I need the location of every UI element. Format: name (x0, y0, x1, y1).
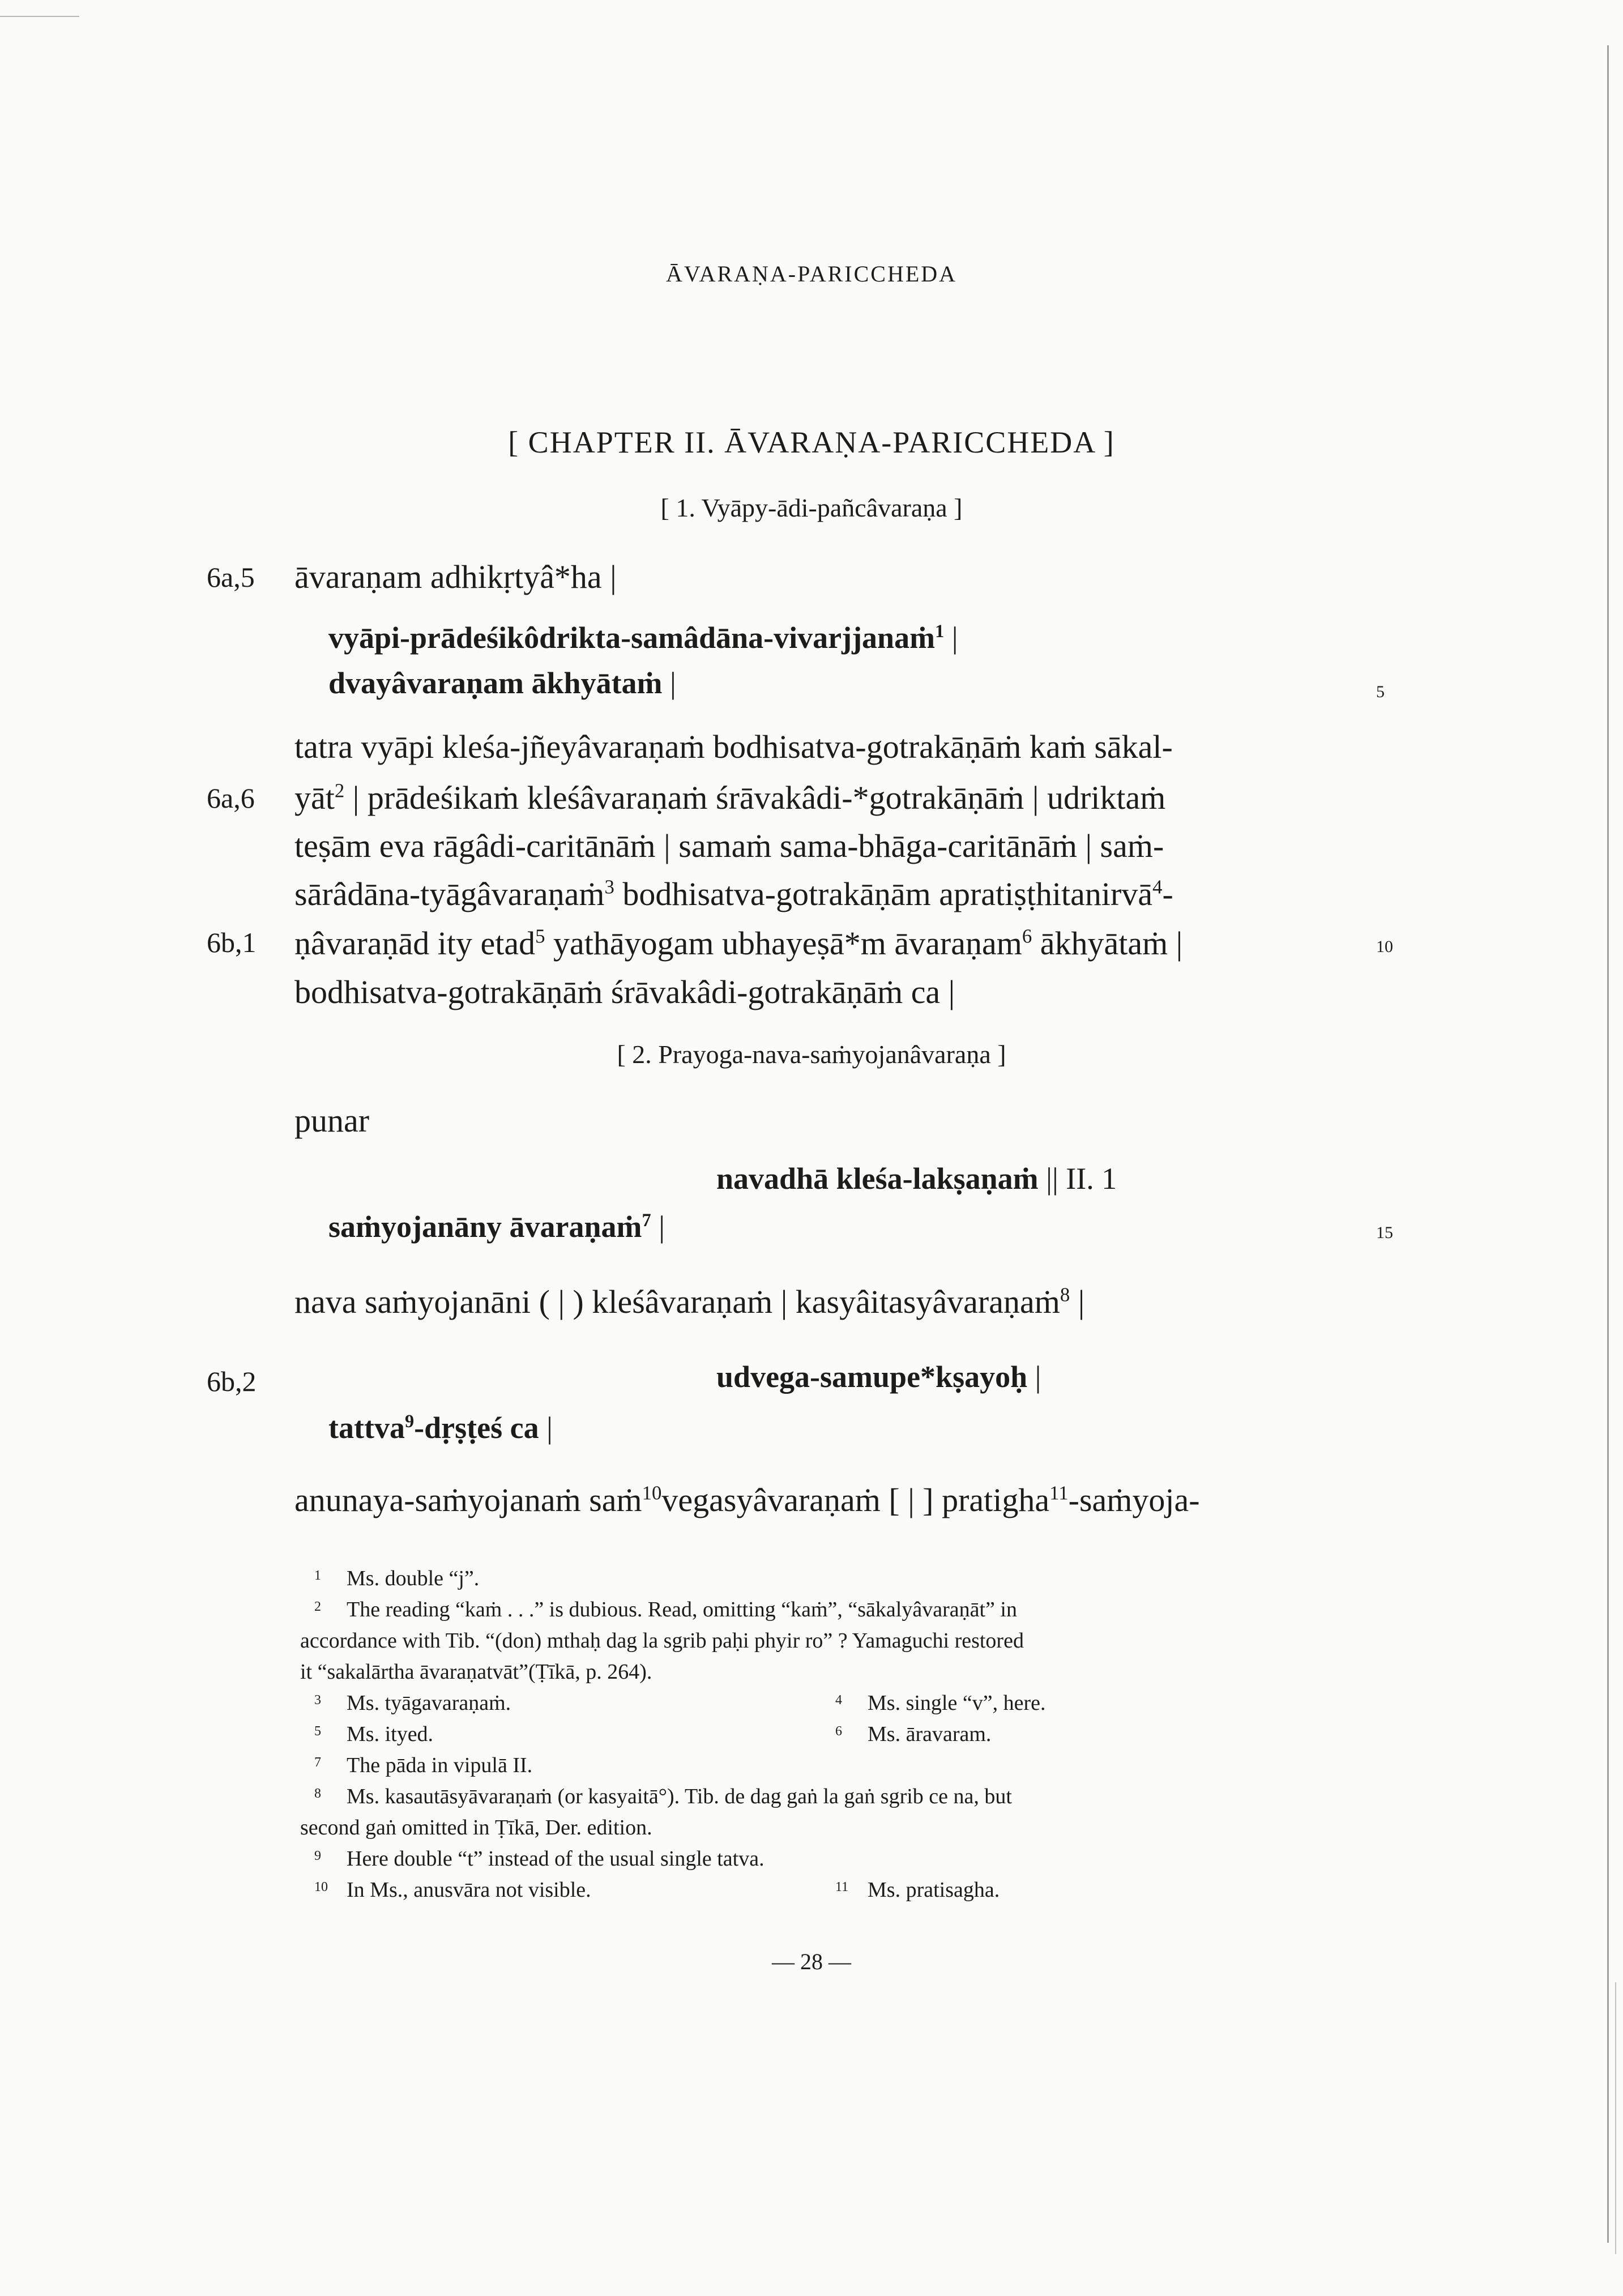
text-line: bodhisatva-gotrakāṇāṁ śrāvakâdi-gotrakāṇāṁ ca | (294, 974, 955, 1010)
footnote: 4 Ms. single “v”, here. (835, 1691, 1046, 1715)
verse-line: tattva$^9$-dṛṣṭeś ca | (328, 1411, 553, 1445)
footnote-continuation: accordance with Tib. “(don) mthaḥ dag la sgrib paḥi phyir ro” ? Yamaguchi restored (300, 1629, 1024, 1653)
folio-ref: 6a,5 (207, 561, 255, 593)
verse-line: saṁyojanāny āvaraṇaṁ$^7$ | (328, 1210, 665, 1244)
line-number: 5 (1376, 682, 1385, 701)
text-line: nava saṁyojanāni ( | ) kleśâvaraṇaṁ | kasyâitasyâvaraṇaṁ$^8$ | (294, 1283, 1085, 1320)
text-line: sārâdāna-tyāgâvaraṇaṁ$^3$ bodhisatva-gotrakāṇām apratiṣṭhitanirvā$^4$- (294, 876, 1173, 912)
footnote: 3 Ms. tyāgavaraṇaṁ. (314, 1691, 511, 1715)
section-title-2: [ 2. Prayoga-nava-saṁyojanâvaraṇa ] (617, 1040, 1006, 1069)
footnote: 2 The reading “kaṁ . . .” is dubious. Read, omitting “kaṁ”, “sākalyâvaraṇāt” in (314, 1598, 1017, 1621)
text-line: anunaya-saṁyojanaṁ saṁ$^{10}$vegasyâvaraṇaṁ [ | ] pratigha$^{11}$-saṁyoja- (294, 1482, 1200, 1518)
footnote: 8 Ms. kasautāsyāvaraṇaṁ (or kasyaitā°). Tib. de dag gaṅ la gaṅ sgrib ce na, but (314, 1785, 1012, 1808)
scan-mark (0, 16, 79, 17)
text-line: punar (294, 1102, 370, 1139)
verse-line: vyāpi-prādeśikôdrikta-samâdāna-vivarjjanaṁ$^1$ | (328, 621, 958, 655)
section-title-1: [ 1. Vyāpy-ādi-pañcâvaraṇa ] (660, 493, 963, 522)
chapter-title: [ CHAPTER II. ĀVARAṆA-PARICCHEDA ] (508, 425, 1115, 459)
text-line: āvaraṇam adhikṛtyâ*ha | (294, 558, 617, 595)
line-number: 10 (1376, 937, 1393, 956)
folio-ref: 6a,6 (207, 782, 255, 814)
text-line: ṇâvaraṇād ity etad$^5$ yathāyogam ubhayeṣā*m āvaraṇam$^6$ ākhyātaṁ | (294, 925, 1183, 962)
footnote-continuation: it “sakalārtha āvaraṇatvāt”(Ṭīkā, p. 264). (300, 1660, 652, 1684)
footnote: 11 Ms. pratisagha. (835, 1878, 1000, 1902)
footnote: 9 Here double “t” instead of the usual single tatva. (314, 1847, 764, 1871)
footnote: 1 Ms. double “j”. (314, 1567, 480, 1590)
footnote: 6 Ms. āravaram. (835, 1722, 992, 1746)
footnote: 7 The pāda in vipulā II. (314, 1753, 533, 1777)
verse-line: navadhā kleśa-lakṣaṇaṁ || II. 1 (716, 1162, 1117, 1196)
verse-line: udvega-samupe*kṣayoḥ | (716, 1360, 1041, 1394)
footnote: 10 In Ms., anusvāra not visible. (314, 1878, 591, 1902)
text-line: yāt$^2$ | prādeśikaṁ kleśâvaraṇaṁ śrāvakâdi-*gotrakāṇāṁ | udriktaṁ (294, 779, 1166, 816)
footnote-continuation: second gaṅ omitted in Ṭīkā, Der. edition. (300, 1816, 652, 1840)
folio-ref: 6b,2 (207, 1365, 257, 1397)
footnote: 5 Ms. ityed. (314, 1722, 434, 1746)
page-edge-line (1607, 45, 1609, 2243)
text-line: teṣām eva rāgâdi-caritānāṁ | samaṁ sama-bhāga-caritānāṁ | saṁ- (294, 827, 1164, 864)
running-head: ĀVARAṆA-PARICCHEDA (665, 261, 958, 287)
page-edge-shadow (1615, 1982, 1616, 2254)
folio-ref: 6b,1 (207, 927, 257, 958)
text-line: tatra vyāpi kleśa-jñeyâvaraṇaṁ bodhisatva-gotrakāṇāṁ kaṁ sākal- (294, 728, 1173, 765)
line-number: 15 (1376, 1223, 1393, 1242)
verse-line: dvayâvaraṇam ākhyātaṁ | (328, 666, 676, 700)
page-number: — 28 — (772, 1949, 851, 1974)
